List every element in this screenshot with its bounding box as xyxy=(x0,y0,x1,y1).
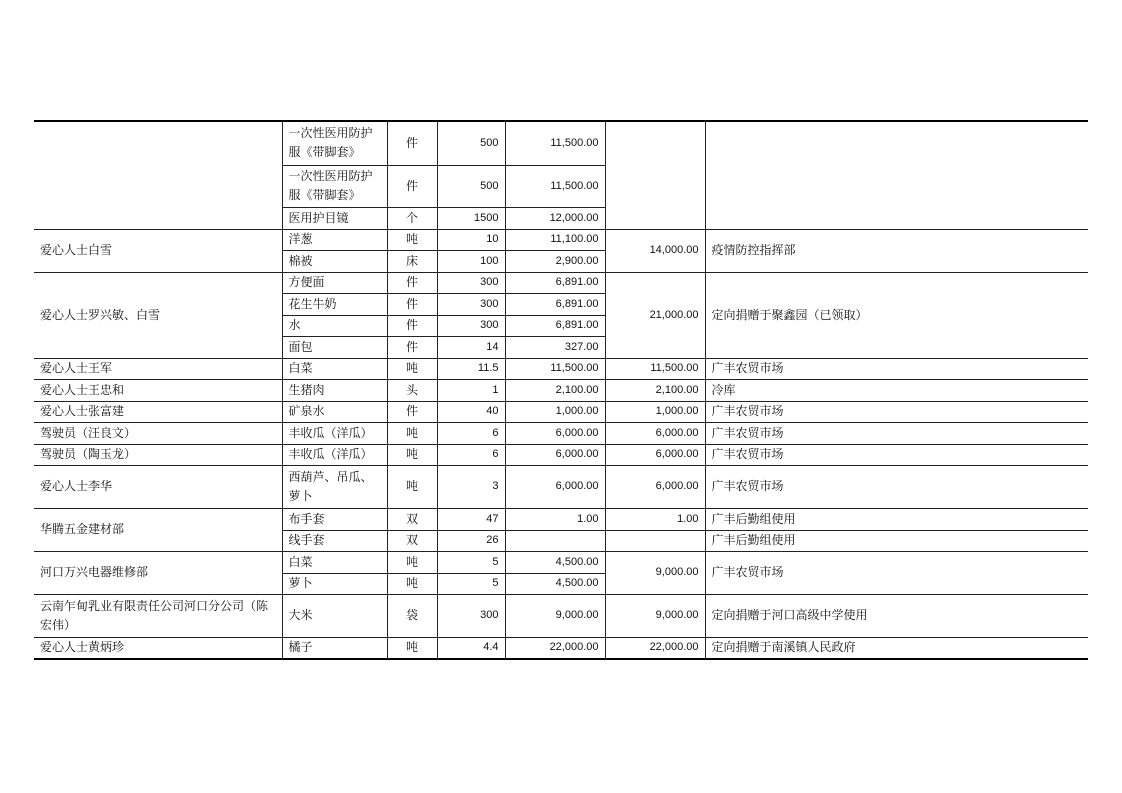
quantity-cell: 26 xyxy=(437,530,505,551)
table-row xyxy=(34,229,1088,250)
quantity-cell: 40 xyxy=(437,401,505,422)
donor-cell: 爱心人士黄炳珍 xyxy=(34,637,282,659)
destination-cell: 广丰后勤组使用 xyxy=(705,530,1088,551)
quantity-cell: 14 xyxy=(437,336,505,358)
donor-cell: 云南乍甸乳业有限责任公司河口分公司（陈宏伟） xyxy=(34,594,282,637)
amount-cell: 11,500.00 xyxy=(505,358,605,379)
unit-cell: 吨 xyxy=(387,573,437,594)
quantity-cell: 6 xyxy=(437,422,505,444)
unit-cell: 床 xyxy=(387,250,437,272)
donation-table xyxy=(34,120,1088,660)
quantity-cell: 5 xyxy=(437,551,505,573)
destination-cell: 广丰农贸市场 xyxy=(705,358,1088,379)
item-cell: 白菜 xyxy=(282,358,387,379)
total-cell xyxy=(605,121,705,229)
destination-cell: 疫情防控指挥部 xyxy=(705,229,1088,272)
quantity-cell: 3 xyxy=(437,465,505,508)
table-row xyxy=(34,508,1088,530)
amount-cell: 11,500.00 xyxy=(505,165,605,207)
quantity-cell: 5 xyxy=(437,573,505,594)
quantity-cell: 11.5 xyxy=(437,358,505,379)
total-cell: 6,000.00 xyxy=(605,444,705,465)
total-cell: 14,000.00 xyxy=(605,229,705,272)
unit-cell: 件 xyxy=(387,121,437,165)
item-cell: 一次性医用防护服《带脚套》 xyxy=(282,121,387,165)
table-row xyxy=(34,637,1088,659)
table-row xyxy=(34,422,1088,444)
destination-cell: 广丰农贸市场 xyxy=(705,444,1088,465)
destination-cell: 定向捐赠于聚鑫园（已领取） xyxy=(705,272,1088,358)
item-cell: 线手套 xyxy=(282,530,387,551)
amount-cell: 6,000.00 xyxy=(505,465,605,508)
item-cell: 大米 xyxy=(282,594,387,637)
quantity-cell: 300 xyxy=(437,293,505,315)
total-cell: 9,000.00 xyxy=(605,551,705,594)
total-cell: 1,000.00 xyxy=(605,401,705,422)
quantity-cell: 1500 xyxy=(437,207,505,229)
quantity-cell: 300 xyxy=(437,594,505,637)
donor-cell: 爱心人士罗兴敏、白雪 xyxy=(34,272,282,358)
total-cell: 6,000.00 xyxy=(605,422,705,444)
destination-cell xyxy=(705,121,1088,229)
table-row xyxy=(34,379,1088,401)
item-cell: 生猪肉 xyxy=(282,379,387,401)
item-cell: 矿泉水 xyxy=(282,401,387,422)
quantity-cell: 4.4 xyxy=(437,637,505,659)
unit-cell: 袋 xyxy=(387,594,437,637)
amount-cell: 6,891.00 xyxy=(505,272,605,293)
amount-cell: 2,100.00 xyxy=(505,379,605,401)
amount-cell: 22,000.00 xyxy=(505,637,605,659)
quantity-cell: 100 xyxy=(437,250,505,272)
destination-cell: 广丰农贸市场 xyxy=(705,401,1088,422)
amount-cell: 327.00 xyxy=(505,336,605,358)
item-cell: 丰收瓜（洋瓜） xyxy=(282,444,387,465)
unit-cell: 件 xyxy=(387,401,437,422)
destination-cell: 冷库 xyxy=(705,379,1088,401)
total-cell xyxy=(605,530,705,551)
unit-cell: 吨 xyxy=(387,551,437,573)
total-cell: 11,500.00 xyxy=(605,358,705,379)
table-row xyxy=(34,401,1088,422)
unit-cell: 个 xyxy=(387,207,437,229)
item-cell: 白菜 xyxy=(282,551,387,573)
quantity-cell: 500 xyxy=(437,121,505,165)
unit-cell: 吨 xyxy=(387,465,437,508)
donor-cell: 爱心人士王忠和 xyxy=(34,379,282,401)
amount-cell: 9,000.00 xyxy=(505,594,605,637)
amount-cell: 6,000.00 xyxy=(505,444,605,465)
amount-cell: 4,500.00 xyxy=(505,551,605,573)
table-row xyxy=(34,121,1088,165)
item-cell: 橘子 xyxy=(282,637,387,659)
item-cell: 方便面 xyxy=(282,272,387,293)
table-row xyxy=(34,444,1088,465)
unit-cell: 件 xyxy=(387,315,437,336)
item-cell: 花生牛奶 xyxy=(282,293,387,315)
donor-cell: 爱心人士王军 xyxy=(34,358,282,379)
unit-cell: 双 xyxy=(387,508,437,530)
item-cell: 医用护目镜 xyxy=(282,207,387,229)
destination-cell: 广丰农贸市场 xyxy=(705,551,1088,594)
item-cell: 水 xyxy=(282,315,387,336)
item-cell: 萝卜 xyxy=(282,573,387,594)
unit-cell: 吨 xyxy=(387,444,437,465)
item-cell: 丰收瓜（洋瓜） xyxy=(282,422,387,444)
quantity-cell: 500 xyxy=(437,165,505,207)
quantity-cell: 6 xyxy=(437,444,505,465)
unit-cell: 吨 xyxy=(387,422,437,444)
unit-cell: 双 xyxy=(387,530,437,551)
unit-cell: 件 xyxy=(387,336,437,358)
quantity-cell: 47 xyxy=(437,508,505,530)
table-row xyxy=(34,594,1088,637)
amount-cell: 11,500.00 xyxy=(505,121,605,165)
amount-cell: 4,500.00 xyxy=(505,573,605,594)
donor-cell: 华腾五金建材部 xyxy=(34,508,282,551)
donor-cell xyxy=(34,121,282,229)
quantity-cell: 1 xyxy=(437,379,505,401)
total-cell: 1.00 xyxy=(605,508,705,530)
item-cell: 洋葱 xyxy=(282,229,387,250)
destination-cell: 广丰农贸市场 xyxy=(705,465,1088,508)
table-row xyxy=(34,551,1088,573)
table-row xyxy=(34,272,1088,293)
item-cell: 西葫芦、吊瓜、萝卜 xyxy=(282,465,387,508)
item-cell: 棉被 xyxy=(282,250,387,272)
donor-cell: 驾驶员（陶玉龙） xyxy=(34,444,282,465)
unit-cell: 吨 xyxy=(387,229,437,250)
amount-cell: 6,891.00 xyxy=(505,293,605,315)
amount-cell: 2,900.00 xyxy=(505,250,605,272)
destination-cell: 广丰农贸市场 xyxy=(705,422,1088,444)
donor-cell: 驾驶员（汪良文） xyxy=(34,422,282,444)
unit-cell: 件 xyxy=(387,293,437,315)
table-row xyxy=(34,465,1088,508)
total-cell: 2,100.00 xyxy=(605,379,705,401)
destination-cell: 定向捐赠于南溪镇人民政府 xyxy=(705,637,1088,659)
amount-cell: 12,000.00 xyxy=(505,207,605,229)
unit-cell: 头 xyxy=(387,379,437,401)
quantity-cell: 10 xyxy=(437,229,505,250)
donor-cell: 爱心人士李华 xyxy=(34,465,282,508)
amount-cell: 6,000.00 xyxy=(505,422,605,444)
quantity-cell: 300 xyxy=(437,272,505,293)
item-cell: 一次性医用防护服《带脚套》 xyxy=(282,165,387,207)
unit-cell: 件 xyxy=(387,165,437,207)
amount-cell: 1,000.00 xyxy=(505,401,605,422)
amount-cell: 6,891.00 xyxy=(505,315,605,336)
quantity-cell: 300 xyxy=(437,315,505,336)
unit-cell: 件 xyxy=(387,272,437,293)
item-cell: 布手套 xyxy=(282,508,387,530)
total-cell: 22,000.00 xyxy=(605,637,705,659)
table-row xyxy=(34,358,1088,379)
total-cell: 9,000.00 xyxy=(605,594,705,637)
unit-cell: 吨 xyxy=(387,637,437,659)
amount-cell: 11,100.00 xyxy=(505,229,605,250)
total-cell: 21,000.00 xyxy=(605,272,705,358)
total-cell: 6,000.00 xyxy=(605,465,705,508)
donor-cell: 河口万兴电器维修部 xyxy=(34,551,282,594)
unit-cell: 吨 xyxy=(387,358,437,379)
amount-cell xyxy=(505,530,605,551)
item-cell: 面包 xyxy=(282,336,387,358)
destination-cell: 广丰后勤组使用 xyxy=(705,508,1088,530)
donor-cell: 爱心人士张富建 xyxy=(34,401,282,422)
amount-cell: 1.00 xyxy=(505,508,605,530)
donor-cell: 爱心人士白雪 xyxy=(34,229,282,272)
destination-cell: 定向捐赠于河口高级中学使用 xyxy=(705,594,1088,637)
